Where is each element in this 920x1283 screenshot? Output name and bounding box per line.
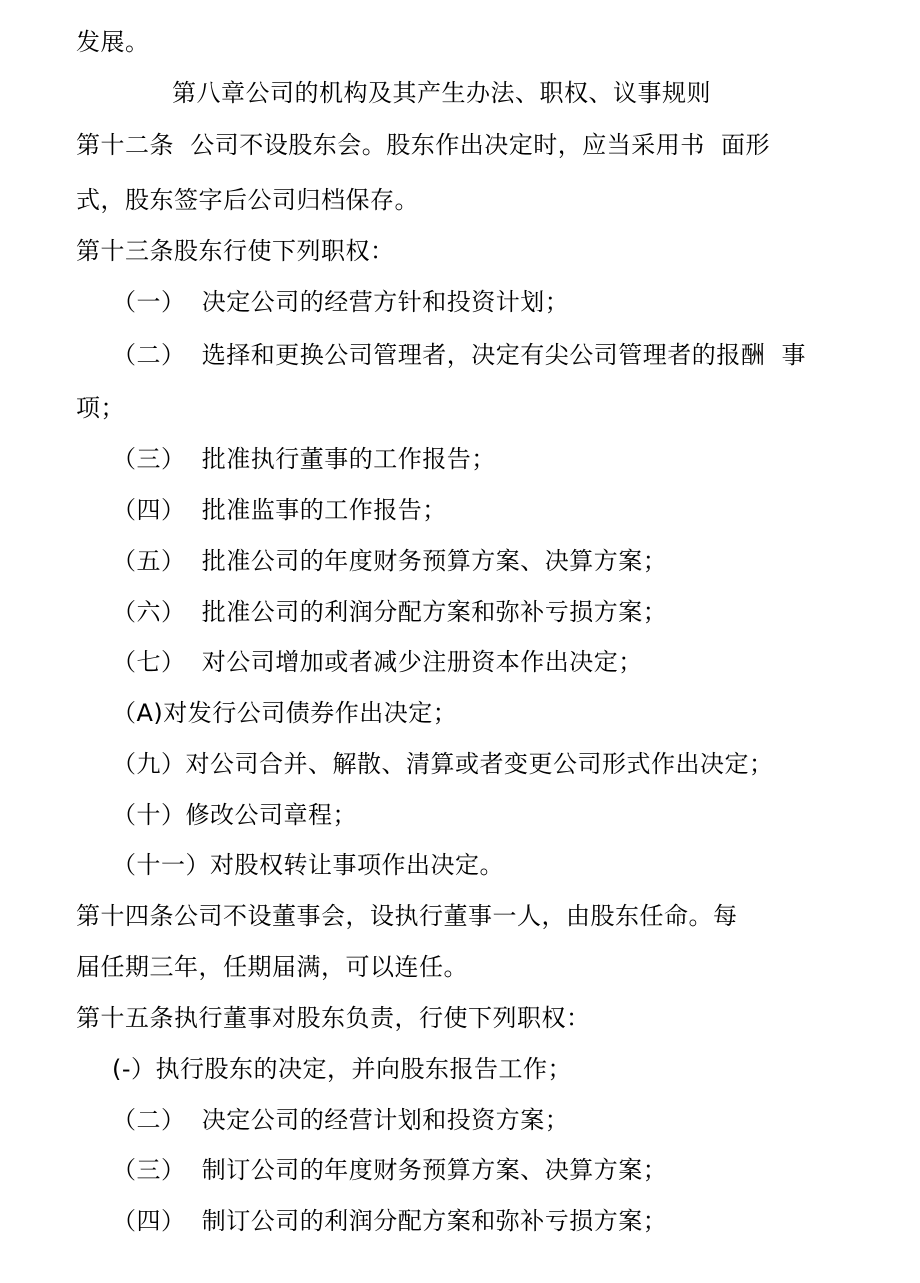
list-item: （七） 对公司增加或者减少注册资本作出决定；	[112, 648, 643, 676]
list-item: （九）对公司合并、解散、清算或者变更公司形式作出决定；	[112, 750, 774, 778]
article-14-line-2: 届任期三年，任期届满，可以连任。	[76, 953, 468, 981]
list-item: （十）修改公司章程；	[112, 801, 357, 829]
list-item: （二） 决定公司的经营计划和投资方案；	[112, 1106, 570, 1134]
list-item: （四） 批准监事的工作报告；	[112, 496, 447, 524]
list-item: （二） 选择和更换公司管理者，决定有尖公司管理者的报酬 事	[112, 341, 807, 369]
list-item: （四） 制订公司的利润分配方案和弥补亏损方案；	[112, 1207, 668, 1235]
list-item: （五） 批准公司的年度财务预算方案、决算方案；	[112, 547, 668, 575]
list-item: （A)对发行公司债券作出决定；	[112, 699, 458, 727]
article-15-title: 第十五条执行董事对股东负责，行使下列职权：	[76, 1004, 591, 1032]
list-item-continuation: 项；	[76, 394, 125, 422]
list-item: （三） 制订公司的年度财务预算方案、决算方案；	[112, 1156, 668, 1184]
article-13-title: 第十三条股东行使下列职权：	[76, 237, 395, 265]
list-item: (-）执行股东的决定，并向股东报告工作；	[112, 1055, 573, 1083]
list-item: （一） 决定公司的经营方针和投资计划；	[112, 288, 570, 316]
article-12-line-2: 式，股东签字后公司归档保存。	[76, 186, 419, 214]
chapter-heading: 第八章公司的机构及其产生办法、职权、议事规则	[172, 79, 711, 107]
list-item: （十一）对股权转让事项作出决定。	[112, 851, 504, 879]
list-item: （三） 批准执行董事的工作报告；	[112, 445, 496, 473]
article-14-line-1: 第十四条公司不设董事会，设执行董事一人，由股东任命。每	[76, 902, 738, 930]
text-line: 发展。	[76, 28, 150, 56]
article-12-line-1: 第十二条 公司不设股东会。股东作出决定时，应当采用书 面形	[76, 131, 771, 159]
list-item: （六） 批准公司的利润分配方案和弥补亏损方案；	[112, 598, 668, 626]
